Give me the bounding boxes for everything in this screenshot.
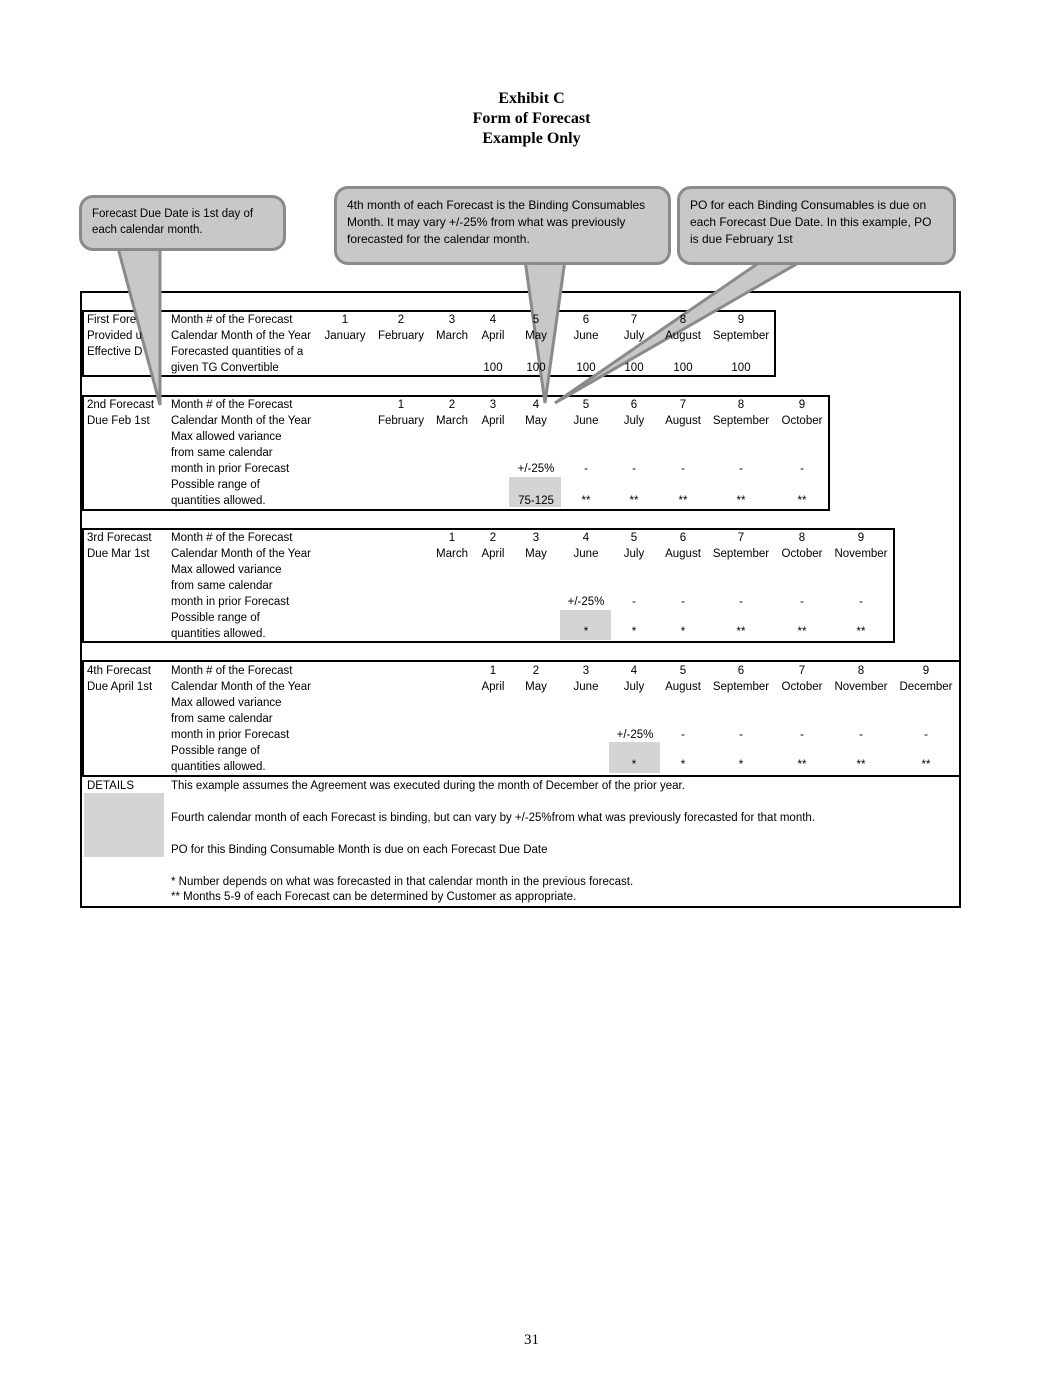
f4-var-label-2: from same calendar <box>171 713 273 725</box>
f1-month: May <box>525 330 547 342</box>
f2-num: 1 <box>397 399 405 411</box>
f4-label-2: Due April 1st <box>87 681 153 693</box>
f3-variance: - <box>859 596 863 608</box>
f4-variance: - <box>924 729 928 741</box>
f1-calendar-label: Calendar Month of the Year <box>171 330 312 342</box>
f3-range-label-2: quantities allowed. <box>171 628 266 640</box>
f4-range-label-1: Possible range of <box>171 745 260 757</box>
f3-var-label-2: from same calendar <box>171 580 273 592</box>
f4-month: November <box>834 681 888 693</box>
f1-num: 5 <box>532 314 540 326</box>
f1-qty: 100 <box>731 362 751 374</box>
f1-num: 4 <box>489 314 497 326</box>
f2-var-label-3: month in prior Forecast <box>171 463 290 475</box>
f3-variance: - <box>681 596 685 608</box>
f1-qty-label-1: Forecasted quantities of a <box>171 346 304 358</box>
f3-range-label-1: Possible range of <box>171 612 260 624</box>
f3-month: July <box>623 548 645 560</box>
f2-num: 7 <box>679 399 687 411</box>
f3-num: 6 <box>679 532 687 544</box>
f1-label-3: Effective D <box>87 346 143 358</box>
f1-label-2: Provided u <box>87 330 142 342</box>
f1-qty: 100 <box>576 362 596 374</box>
callout-due-date: Forecast Due Date is 1st day of each calendar month. <box>79 195 286 251</box>
f4-num: 5 <box>679 665 687 677</box>
f3-num: 3 <box>532 532 540 544</box>
f3-range: * <box>631 626 637 638</box>
f4-month: July <box>623 681 645 693</box>
f3-month: April <box>481 548 505 560</box>
f4-variance: - <box>739 729 743 741</box>
f4-num: 4 <box>630 665 638 677</box>
f4-variance: - <box>859 729 863 741</box>
f2-month: July <box>623 415 645 427</box>
f1-qty: 100 <box>483 362 503 374</box>
f3-variance: - <box>800 596 804 608</box>
f3-num: 5 <box>630 532 638 544</box>
f3-num: 9 <box>857 532 865 544</box>
f2-calendar-label: Calendar Month of the Year <box>171 415 312 427</box>
f3-month: October <box>781 548 823 560</box>
f4-num: 1 <box>489 665 497 677</box>
f1-num: 9 <box>737 314 745 326</box>
f2-range: ** <box>736 495 746 507</box>
f4-range: * <box>631 759 637 771</box>
example-title: Example Only <box>482 130 581 147</box>
f2-num: 4 <box>532 399 540 411</box>
f2-label-1: 2nd Forecast <box>87 399 155 411</box>
f3-var-label-1: Max allowed variance <box>171 564 282 576</box>
f2-month: February <box>377 415 425 427</box>
f2-range: ** <box>678 495 688 507</box>
f4-num: 8 <box>857 665 865 677</box>
f3-variance: - <box>632 596 636 608</box>
f1-qty: 100 <box>673 362 693 374</box>
f2-variance: +/-25% <box>517 463 555 475</box>
f3-var-label-3: month in prior Forecast <box>171 596 290 608</box>
f1-month: March <box>436 330 468 342</box>
details-label: DETAILS <box>87 780 135 792</box>
f3-month: August <box>665 548 701 560</box>
f1-num: 7 <box>630 314 638 326</box>
f3-num: 7 <box>737 532 745 544</box>
f2-variance: - <box>681 463 685 475</box>
f2-variance: - <box>584 463 588 475</box>
f4-var-label-3: month in prior Forecast <box>171 729 290 741</box>
f2-month: September <box>712 415 770 427</box>
f2-month: March <box>436 415 468 427</box>
f4-variance: - <box>800 729 804 741</box>
f1-num: 6 <box>582 314 590 326</box>
f2-range: ** <box>629 495 639 507</box>
f1-qty: 100 <box>624 362 644 374</box>
f3-range: ** <box>736 626 746 638</box>
form-title: Form of Forecast <box>472 110 591 127</box>
f4-range: * <box>738 759 744 771</box>
f3-calendar-label: Calendar Month of the Year <box>171 548 312 560</box>
f3-month: May <box>525 548 547 560</box>
f4-month-num-label: Month # of the Forecast <box>171 665 293 677</box>
f4-month: August <box>665 681 701 693</box>
f2-range: 75-125 <box>518 495 554 507</box>
f1-month: August <box>665 330 701 342</box>
f1-month: July <box>623 330 645 342</box>
f3-month: March <box>436 548 468 560</box>
f3-range: * <box>583 626 589 638</box>
f2-variance: - <box>739 463 743 475</box>
f4-num: 2 <box>532 665 540 677</box>
f4-num: 7 <box>798 665 806 677</box>
f4-num: 6 <box>737 665 745 677</box>
f4-label-1: 4th Forecast <box>87 665 151 677</box>
f2-var-label-1: Max allowed variance <box>171 431 282 443</box>
f1-qty: 100 <box>526 362 546 374</box>
f1-num: 2 <box>397 314 405 326</box>
page-number: 31 <box>524 1332 539 1348</box>
f4-num: 9 <box>922 665 930 677</box>
f3-label-1: 3rd Forecast <box>87 532 152 544</box>
f2-var-label-2: from same calendar <box>171 447 273 459</box>
f4-variance: - <box>681 729 685 741</box>
f4-month: May <box>525 681 547 693</box>
f2-month: April <box>481 415 505 427</box>
f2-variance: - <box>632 463 636 475</box>
details-line-1: This example assumes the Agreement was executed during the month of December of the prior year. <box>171 780 685 792</box>
f2-month-num-label: Month # of the Forecast <box>171 399 293 411</box>
f3-num: 4 <box>582 532 590 544</box>
f4-variance: +/-25% <box>616 729 654 741</box>
f2-variance: - <box>800 463 804 475</box>
f3-num: 2 <box>489 532 497 544</box>
f2-num: 9 <box>798 399 806 411</box>
f4-month: December <box>899 681 953 693</box>
f2-num: 5 <box>582 399 590 411</box>
f3-label-2: Due Mar 1st <box>87 548 150 560</box>
f4-month: September <box>712 681 770 693</box>
f4-calendar-label: Calendar Month of the Year <box>171 681 312 693</box>
f4-num: 3 <box>582 665 590 677</box>
f1-num: 8 <box>679 314 687 326</box>
f1-label-1: First Fore <box>87 314 137 326</box>
f4-month: June <box>573 681 599 693</box>
f3-month: November <box>834 548 888 560</box>
f1-month: June <box>573 330 599 342</box>
f3-range: ** <box>797 626 807 638</box>
details-note-1: * Number depends on what was forecasted in that calendar month in the previous forecast. <box>171 876 634 888</box>
f1-month: January <box>324 330 366 342</box>
f2-month: May <box>525 415 547 427</box>
details-line-2: Fourth calendar month of each Forecast is binding, but can vary by +/-25%from what was previously forecasted for that month. <box>171 812 815 824</box>
f2-num: 2 <box>448 399 456 411</box>
f1-qty-label-2: given TG Convertible <box>171 362 279 374</box>
callout-po: PO for each Binding Consumables is due on each Forecast Due Date. In this example, PO is due February 1st <box>677 186 956 265</box>
f3-month: September <box>712 548 770 560</box>
f3-range: ** <box>856 626 866 638</box>
f4-range: ** <box>921 759 931 771</box>
f2-num: 6 <box>630 399 638 411</box>
f1-month: September <box>712 330 770 342</box>
f2-month: October <box>781 415 823 427</box>
f4-range: ** <box>797 759 807 771</box>
f1-month: April <box>481 330 505 342</box>
f3-month: June <box>573 548 599 560</box>
f4-range: * <box>680 759 686 771</box>
f2-month: June <box>573 415 599 427</box>
exhibit-title: Exhibit C <box>498 90 565 107</box>
f4-range: ** <box>856 759 866 771</box>
f1-num: 3 <box>448 314 456 326</box>
f2-range: ** <box>581 495 591 507</box>
f2-num: 3 <box>489 399 497 411</box>
f1-month: February <box>377 330 425 342</box>
f3-variance: - <box>739 596 743 608</box>
f3-variance: +/-25% <box>567 596 605 608</box>
f4-month: October <box>781 681 823 693</box>
f3-num: 1 <box>448 532 456 544</box>
f1-num: 1 <box>341 314 349 326</box>
f3-range: * <box>680 626 686 638</box>
f2-num: 8 <box>737 399 745 411</box>
f3-num: 8 <box>798 532 806 544</box>
details-note-2: ** Months 5-9 of each Forecast can be determined by Customer as appropriate. <box>171 891 577 903</box>
f1-month-num-label: Month # of the Forecast <box>171 314 293 326</box>
f2-month: August <box>665 415 701 427</box>
f3-month-num-label: Month # of the Forecast <box>171 532 293 544</box>
f2-range: ** <box>797 495 807 507</box>
f4-var-label-1: Max allowed variance <box>171 697 282 709</box>
f4-range-label-2: quantities allowed. <box>171 761 266 773</box>
f4-month: April <box>481 681 505 693</box>
details-line-3: PO for this Binding Consumable Month is due on each Forecast Due Date <box>171 844 548 856</box>
f2-range-label-1: Possible range of <box>171 479 260 491</box>
callout-binding-month: 4th month of each Forecast is the Binding Consumables Month. It may vary +/-25% from what was previously forecasted for the calendar month. <box>334 186 671 265</box>
f2-label-2: Due Feb 1st <box>87 415 150 427</box>
f2-range-label-2: quantities allowed. <box>171 495 266 507</box>
